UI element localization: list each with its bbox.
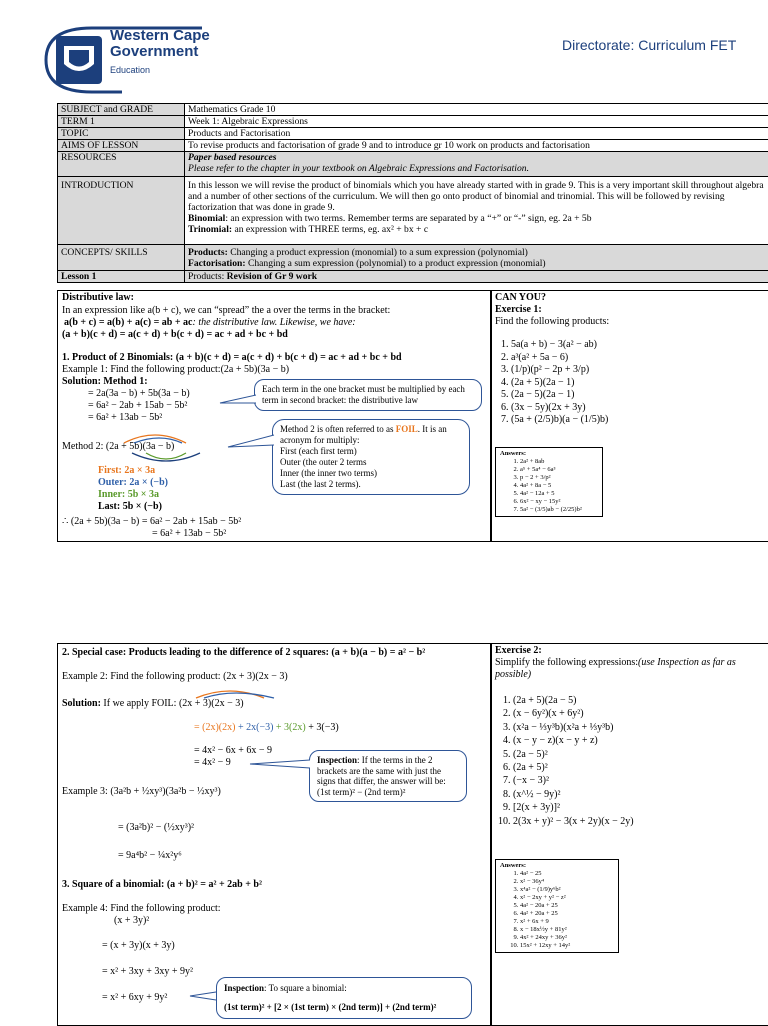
table-row <box>58 128 768 140</box>
inspection-formula: (1st term)² + [2 × (1st term) × (2nd term)] + (2nd term)² <box>224 1001 464 1014</box>
list-item: 8. (x^½ − 9y)² <box>513 788 768 801</box>
list-item: 4. (2a + 5)(2a − 1) <box>511 377 768 390</box>
intro-label: INTRODUCTION <box>58 177 185 245</box>
exercise2-section <box>490 643 768 1026</box>
ex4-step2: = x² + 3xy + 3xy + 9y² <box>102 966 193 978</box>
special-case-heading: 2. Special case: Products leading to the difference of 2 squares: (a + b)(a − b) = a² − b² <box>62 647 425 659</box>
answer-item: 1. 4a² − 25 <box>520 870 614 878</box>
exercise2-instruction <box>495 657 755 680</box>
solution-method1: Solution: Method 1: <box>62 376 148 388</box>
trinomial-label: Trinomial: <box>188 224 232 235</box>
list-item: 3. (x²a − ⅓y³b)(x²a + ⅓y³b) <box>513 721 768 734</box>
org-sub: Education <box>110 65 150 75</box>
lesson-prefix: Products: <box>188 271 227 282</box>
row-value: Products and Factorisation <box>185 128 768 140</box>
answer-item: 6. 4a² + 20a + 25 <box>520 910 614 918</box>
answer-item: 7. 5a² − (3/5)ab − (2/25)b² <box>520 506 598 514</box>
inspection-callout-2 <box>216 977 472 1019</box>
foil-callout-rest: . It is an acronym for multiply: <box>280 424 447 445</box>
distributive-line3: (a + b)(c + d) = a(c + d) + b(c + d) = ac + ad + bc + bd <box>62 329 288 341</box>
answer-item: 3. x⁴a² − (1/9)y⁶b² <box>520 886 614 894</box>
answer-item: 2. a⁵ + 5a⁴ − 6a³ <box>520 466 598 474</box>
row-value: Week 1: Algebraic Expressions <box>185 116 768 128</box>
ex4-step1: = (x + 3y)(x + 3y) <box>102 940 175 952</box>
answers-title: Answers: <box>500 450 598 458</box>
inspection-text: : If the terms in the 2 brackets are the same with just the signs that differ, the answer will be: (1st term)² − (2nd term)² <box>317 755 446 797</box>
list-item: 5. (2a − 5)² <box>513 748 768 761</box>
exercise1-list <box>495 339 768 427</box>
answer-item: 4. x² − 2xy + y² − z² <box>520 894 614 902</box>
ex3-step2: = 9a⁴b² − ¼x²y⁶ <box>118 850 182 862</box>
foil-callout-outer: Outer (the outer 2 terms <box>280 457 462 468</box>
lesson-title: Revision of Gr 9 work <box>227 271 317 282</box>
method1-step3: = 6a² + 13ab − 5b² <box>88 412 162 424</box>
example3: Example 3: (3a²b + ½xy³)(3a²b − ½xy³) <box>62 786 221 798</box>
resources-content <box>185 152 768 177</box>
ex4-expr: (x + 3y)² <box>114 915 149 927</box>
foil-callout <box>272 419 470 495</box>
foil-arrows-ex2 <box>190 686 280 700</box>
distributive-line2 <box>64 317 356 329</box>
resources-text: Please refer to the chapter in your textbook on Algebraic Expressions and Factorisation. <box>188 163 768 174</box>
distributive-law-section <box>57 290 492 542</box>
therefore-line2: = 6a² + 13ab − 5b² <box>152 528 226 540</box>
concepts-products <box>188 247 768 258</box>
distributive-heading: Distributive law: <box>62 292 134 304</box>
intro-row <box>58 177 768 245</box>
foil-inner-text: Inner: 5b × 3a <box>98 489 159 500</box>
list-item: 7. (−x − 3)² <box>513 774 768 787</box>
foil-last: Last: 5b × (−b) <box>98 501 162 513</box>
inspection-pointer-2 <box>188 990 218 1002</box>
foil-expanded <box>194 722 339 734</box>
trinomial-definition <box>188 224 768 235</box>
row-value: Mathematics Grade 10 <box>185 104 768 116</box>
resources-label: RESOURCES <box>58 152 185 177</box>
foil-callout-pointer <box>226 431 276 455</box>
products-text: Changing a product expression (monomial) to a sum expression (polynomial) <box>228 247 528 258</box>
list-item: 2. a³(a² + 5a − 6) <box>511 352 768 365</box>
list-item: 1. 5a(a + b) − 3(a² − ab) <box>511 339 768 352</box>
row-label: AIMS OF LESSON <box>58 140 185 152</box>
list-item: 4. (x − y − z)(x − y + z) <box>513 734 768 747</box>
can-you-heading: CAN YOU? <box>495 292 546 304</box>
distributive-line1: In an expression like a(b + c), we can “spread” the a over the terms in the bracket: <box>62 305 390 317</box>
answer-item: 1. 2a² + 8ab <box>520 458 598 466</box>
example1: Example 1: Find the following product:(2a + 5b)(3a − b) <box>62 364 289 376</box>
foil-inner <box>98 489 159 501</box>
exercise2-instruction-note: (use Inspection as far as possible) <box>495 657 736 680</box>
inspection-text-2: : To square a binomial: <box>264 983 347 993</box>
ex3-step1: = (3a²b)² − (½xy³)² <box>118 822 194 834</box>
exercise1-section <box>490 290 768 542</box>
distributive-callout: Each term in the one bracket must be multiplied by each term in second bracket: the distributive law <box>254 379 482 411</box>
answer-item: 5. 4a² − 20a + 25 <box>520 902 614 910</box>
list-item: 3. (1/p)(p² − 2p + 3/p) <box>511 364 768 377</box>
foil-first <box>98 465 155 477</box>
answer-item: 4. 4a² + 8a − 5 <box>520 482 598 490</box>
concepts-label: CONCEPTS/ SKILLS <box>58 245 185 271</box>
lesson-label: Lesson 1 <box>58 271 185 283</box>
exercise1-title: Exercise 1: <box>495 304 542 316</box>
answer-item: 3. p − 2 + 3/p² <box>520 474 598 482</box>
list-item: 2. (x − 6y²)(x + 6y²) <box>513 707 768 720</box>
method2: Method 2: (2a + 5b)(3a − b) <box>62 441 174 453</box>
distributive-law-math: a(b + c) = a(b) + a(c) = ab + ac <box>64 317 192 328</box>
exercise1-answers <box>495 447 603 517</box>
concepts-row <box>58 245 768 271</box>
intro-content <box>185 177 768 245</box>
binomial-text: : an expression with two terms. Remember terms are separated by a “+” or “-” sign, eg. 2a + 5b <box>225 213 591 224</box>
inspection-label-2: Inspection <box>224 983 264 993</box>
foil-term-first: = (2x)(2x) <box>194 722 235 733</box>
concepts-content <box>185 245 768 271</box>
special-case-section <box>57 643 492 1026</box>
list-item: 9. [2(x + 3y)]² <box>513 801 768 814</box>
foil-outer <box>98 477 168 489</box>
distributive-law-text: : the distributive law. Likewise, we have: <box>192 317 355 328</box>
row-label: TERM 1 <box>58 116 185 128</box>
list-item: 7. (5a + (2/5)b)(a − (1/5)b) <box>511 414 768 427</box>
table-row <box>58 140 768 152</box>
callout-pointer <box>218 391 258 409</box>
lesson-table <box>57 103 768 283</box>
solution-label: Solution: <box>62 698 101 709</box>
resources-title: Paper based resources <box>188 152 768 163</box>
foil-term-inner: + 3(2x) <box>273 722 305 733</box>
row-label: SUBJECT and GRADE <box>58 104 185 116</box>
exercise2-title: Exercise 2: <box>495 645 542 657</box>
answer-item: 9. 4x² + 24xy + 36y² <box>520 934 614 942</box>
method1-step1: = 2a(3a − b) + 5b(3a − b) <box>88 388 190 400</box>
foil-callout-intro: Method 2 is often referred to as <box>280 424 396 434</box>
list-item: 5. (2a − 5)(2a − 1) <box>511 389 768 402</box>
solution-text: If we apply FOIL: (2x + 3)(2x − 3) <box>101 698 244 709</box>
exercise1-instruction: Find the following products: <box>495 316 609 328</box>
foil-term-last: + 3(−3) <box>306 722 339 733</box>
method1-step2: = 6a² − 2ab + 15ab − 5b² <box>88 400 187 412</box>
intro-text: In this lesson we will revise the product of binomials which you have already started with in grade 9. This is a very important skill throughout algebra and a number of other sections of the curriculum. We will then go onto product of binomial and trinomial. This will be followed by revising factorization that was done in grade 9. <box>188 180 768 213</box>
foil-callout-first: First (each first term) <box>280 446 462 457</box>
foil-callout-inner: Inner (the inner two terms) <box>280 468 462 479</box>
list-item: 10. 2(3x + y)² − 3(x + 2y)(x − 2y) <box>513 815 768 828</box>
answers-title: Answers: <box>500 862 614 870</box>
row-label: TOPIC <box>58 128 185 140</box>
example4: Example 4: Find the following product: <box>62 903 221 915</box>
lesson-row <box>58 271 768 283</box>
answers-list <box>500 870 614 950</box>
therefore-line1: ∴ (2a + 5b)(3a − b) = 6a² − 2ab + 15ab − 5b² <box>62 516 241 528</box>
binomial-label: Binomial <box>188 213 225 224</box>
row-value: To revise products and factorisation of grade 9 and to introduce gr 10 work on products and factorisation <box>185 140 768 152</box>
inspection-pointer-1 <box>248 758 312 770</box>
org-name <box>110 28 210 60</box>
list-item: 1. (2a + 5)(2a − 5) <box>513 694 768 707</box>
ex2-step2: = 4x² − 6x + 6x − 9 <box>194 745 272 757</box>
inspection-label: Inspection <box>317 755 357 765</box>
inspection-callout-1 <box>309 750 467 802</box>
table-row <box>58 116 768 128</box>
product-heading: 1. Product of 2 Binomials: (a + b)(c + d) = a(c + d) + b(c + d) = ac + ad + bc + bd <box>62 352 402 364</box>
exercise2-instruction-text: Simplify the following expressions: <box>495 657 638 668</box>
org-line2: Government <box>110 44 210 60</box>
factorisation-label: Factorisation: <box>188 258 246 269</box>
directorate: Directorate: Curriculum FET <box>562 37 736 53</box>
factorisation-text: Changing a sum expression (polynomial) to a product expression (monomial) <box>246 258 546 269</box>
lesson-content <box>185 271 768 283</box>
answer-item: 7. x² + 6x + 9 <box>520 918 614 926</box>
binomial-definition <box>188 213 768 224</box>
products-label: Products: <box>188 247 228 258</box>
exercise2-answers <box>495 859 619 953</box>
ex2-step3: = 4x² − 9 <box>194 757 231 769</box>
answers-list <box>500 458 598 514</box>
answer-item: 6. 6x² − xy − 15y² <box>520 498 598 506</box>
answer-item: 10. 15x² + 12xy + 14y² <box>520 942 614 950</box>
trinomial-text: an expression with THREE terms, eg. ax² + bx + c <box>232 224 428 235</box>
resources-row <box>58 152 768 177</box>
list-item: 6. (3x − 5y)(2x + 3y) <box>511 402 768 415</box>
foil-outer-text: Outer: 2a × (−b) <box>98 477 168 488</box>
concepts-factorisation <box>188 258 768 269</box>
exercise2-list <box>495 694 768 828</box>
foil-callout-last: Last (the last 2 terms). <box>280 479 462 490</box>
foil-term-outer: + 2x(−3) <box>235 722 273 733</box>
answer-item: 8. x − 18x½y + 81y² <box>520 926 614 934</box>
square-heading: 3. Square of a binomial: (a + b)² = a² + 2ab + b² <box>62 879 262 891</box>
table-row <box>58 104 768 116</box>
ex4-step3: = x² + 6xy + 9y² <box>102 992 167 1004</box>
answer-item: 5. 4a² − 12a + 5 <box>520 490 598 498</box>
foil-first-text: First: 2a × 3a <box>98 465 155 476</box>
list-item: 6. (2a + 5)² <box>513 761 768 774</box>
example2: Example 2: Find the following product: (2x + 3)(2x − 3) <box>62 671 288 683</box>
foil-arrows-lower <box>126 451 206 465</box>
foil-arrows <box>120 431 220 445</box>
foil-callout-acronym: FOIL <box>396 424 418 434</box>
org-line1: Western Cape <box>110 28 210 44</box>
answer-item: 2. x² − 36y⁴ <box>520 878 614 886</box>
